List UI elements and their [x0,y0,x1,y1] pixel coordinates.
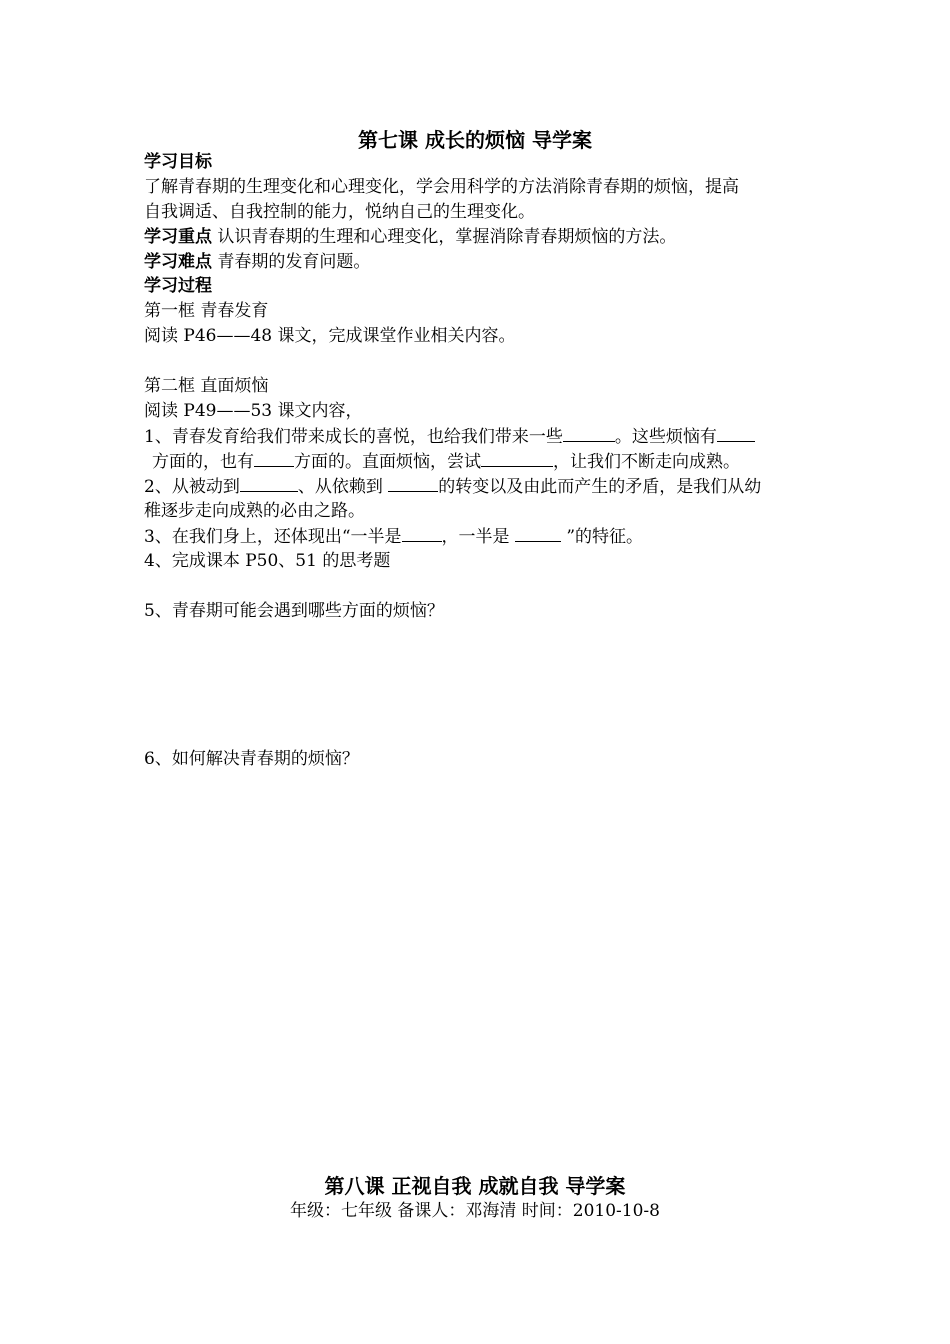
goals-text-line2: 自我调适、自我控制的能力，悦纳自己的生理变化。 [144,202,535,222]
question-2-text: 2、从被动到 [144,477,240,497]
question-1-text: 方面的，也有 [152,452,254,472]
question-4: 4、完成课本 P50、51 的思考题 [144,551,391,571]
question-1-line2 [152,449,740,474]
question-2-text: 、从依赖到 [297,477,389,497]
fill-blank[interactable] [402,524,442,542]
lesson7-title: 第七课 成长的烦恼 导学案 [358,128,592,152]
section1-reading: 阅读 P46——48 课文，完成课堂作业相关内容。 [144,326,516,346]
goals-heading: 学习目标 [144,152,212,172]
fill-blank[interactable] [515,524,561,542]
question-3-text: 3、在我们身上，还体现出“一半是 [144,527,402,547]
section1-title: 第一框 青春发育 [144,301,269,321]
fill-blank[interactable] [563,424,615,442]
question-1-text: ，让我们不断走向成熟。 [553,452,740,472]
question-2-line1 [144,474,761,499]
fill-blank[interactable] [481,449,553,467]
difficulty-heading: 学习难点 [144,252,212,272]
fill-blank[interactable] [254,449,294,467]
difficulty-text: 青春期的发育问题。 [212,252,371,272]
question-3-text: ，一半是 [441,527,515,547]
question-5: 5、青春期可能会遇到哪些方面的烦恼？ [144,601,444,621]
question-1-line1 [144,424,755,449]
question-6: 6、如何解决青春期的烦恼？ [144,749,359,769]
question-1-text: 1、青春发育给我们带来成长的喜悦，也给我们带来一些 [144,427,563,447]
difficulty-row [144,250,370,274]
question-3-text: ”的特征。 [560,527,644,547]
key-points-heading: 学习重点 [144,227,212,247]
question-1-text: 方面的。直面烦恼，尝试 [294,452,481,472]
fill-blank[interactable] [240,474,298,492]
key-points-row [144,225,676,249]
lesson8-title: 第八课 正视自我 成就自我 导学案 [324,1174,626,1198]
question-1-text: 。这些烦恼有 [614,427,717,447]
goals-text-line1: 了解青春期的生理变化和心理变化，学会用科学的方法消除青春期的烦恼，提高 [144,177,739,197]
process-heading: 学习过程 [144,276,212,296]
question-3 [144,524,643,549]
key-points-text: 认识青春期的生理和心理变化，掌握消除青春期烦恼的方法。 [212,227,677,247]
question-2-text: 的转变以及由此而产生的矛盾，是我们从幼 [438,477,762,497]
fill-blank[interactable] [388,474,438,492]
lesson8-meta: 年级：七年级 备课人：邓海清 时间：2010-10-8 [289,1201,660,1221]
question-2-line2: 稚逐步走向成熟的必由之路。 [144,501,365,521]
section2-title: 第二框 直面烦恼 [144,376,269,396]
section2-reading: 阅读 P49——53 课文内容， [144,401,363,421]
fill-blank[interactable] [717,424,755,442]
